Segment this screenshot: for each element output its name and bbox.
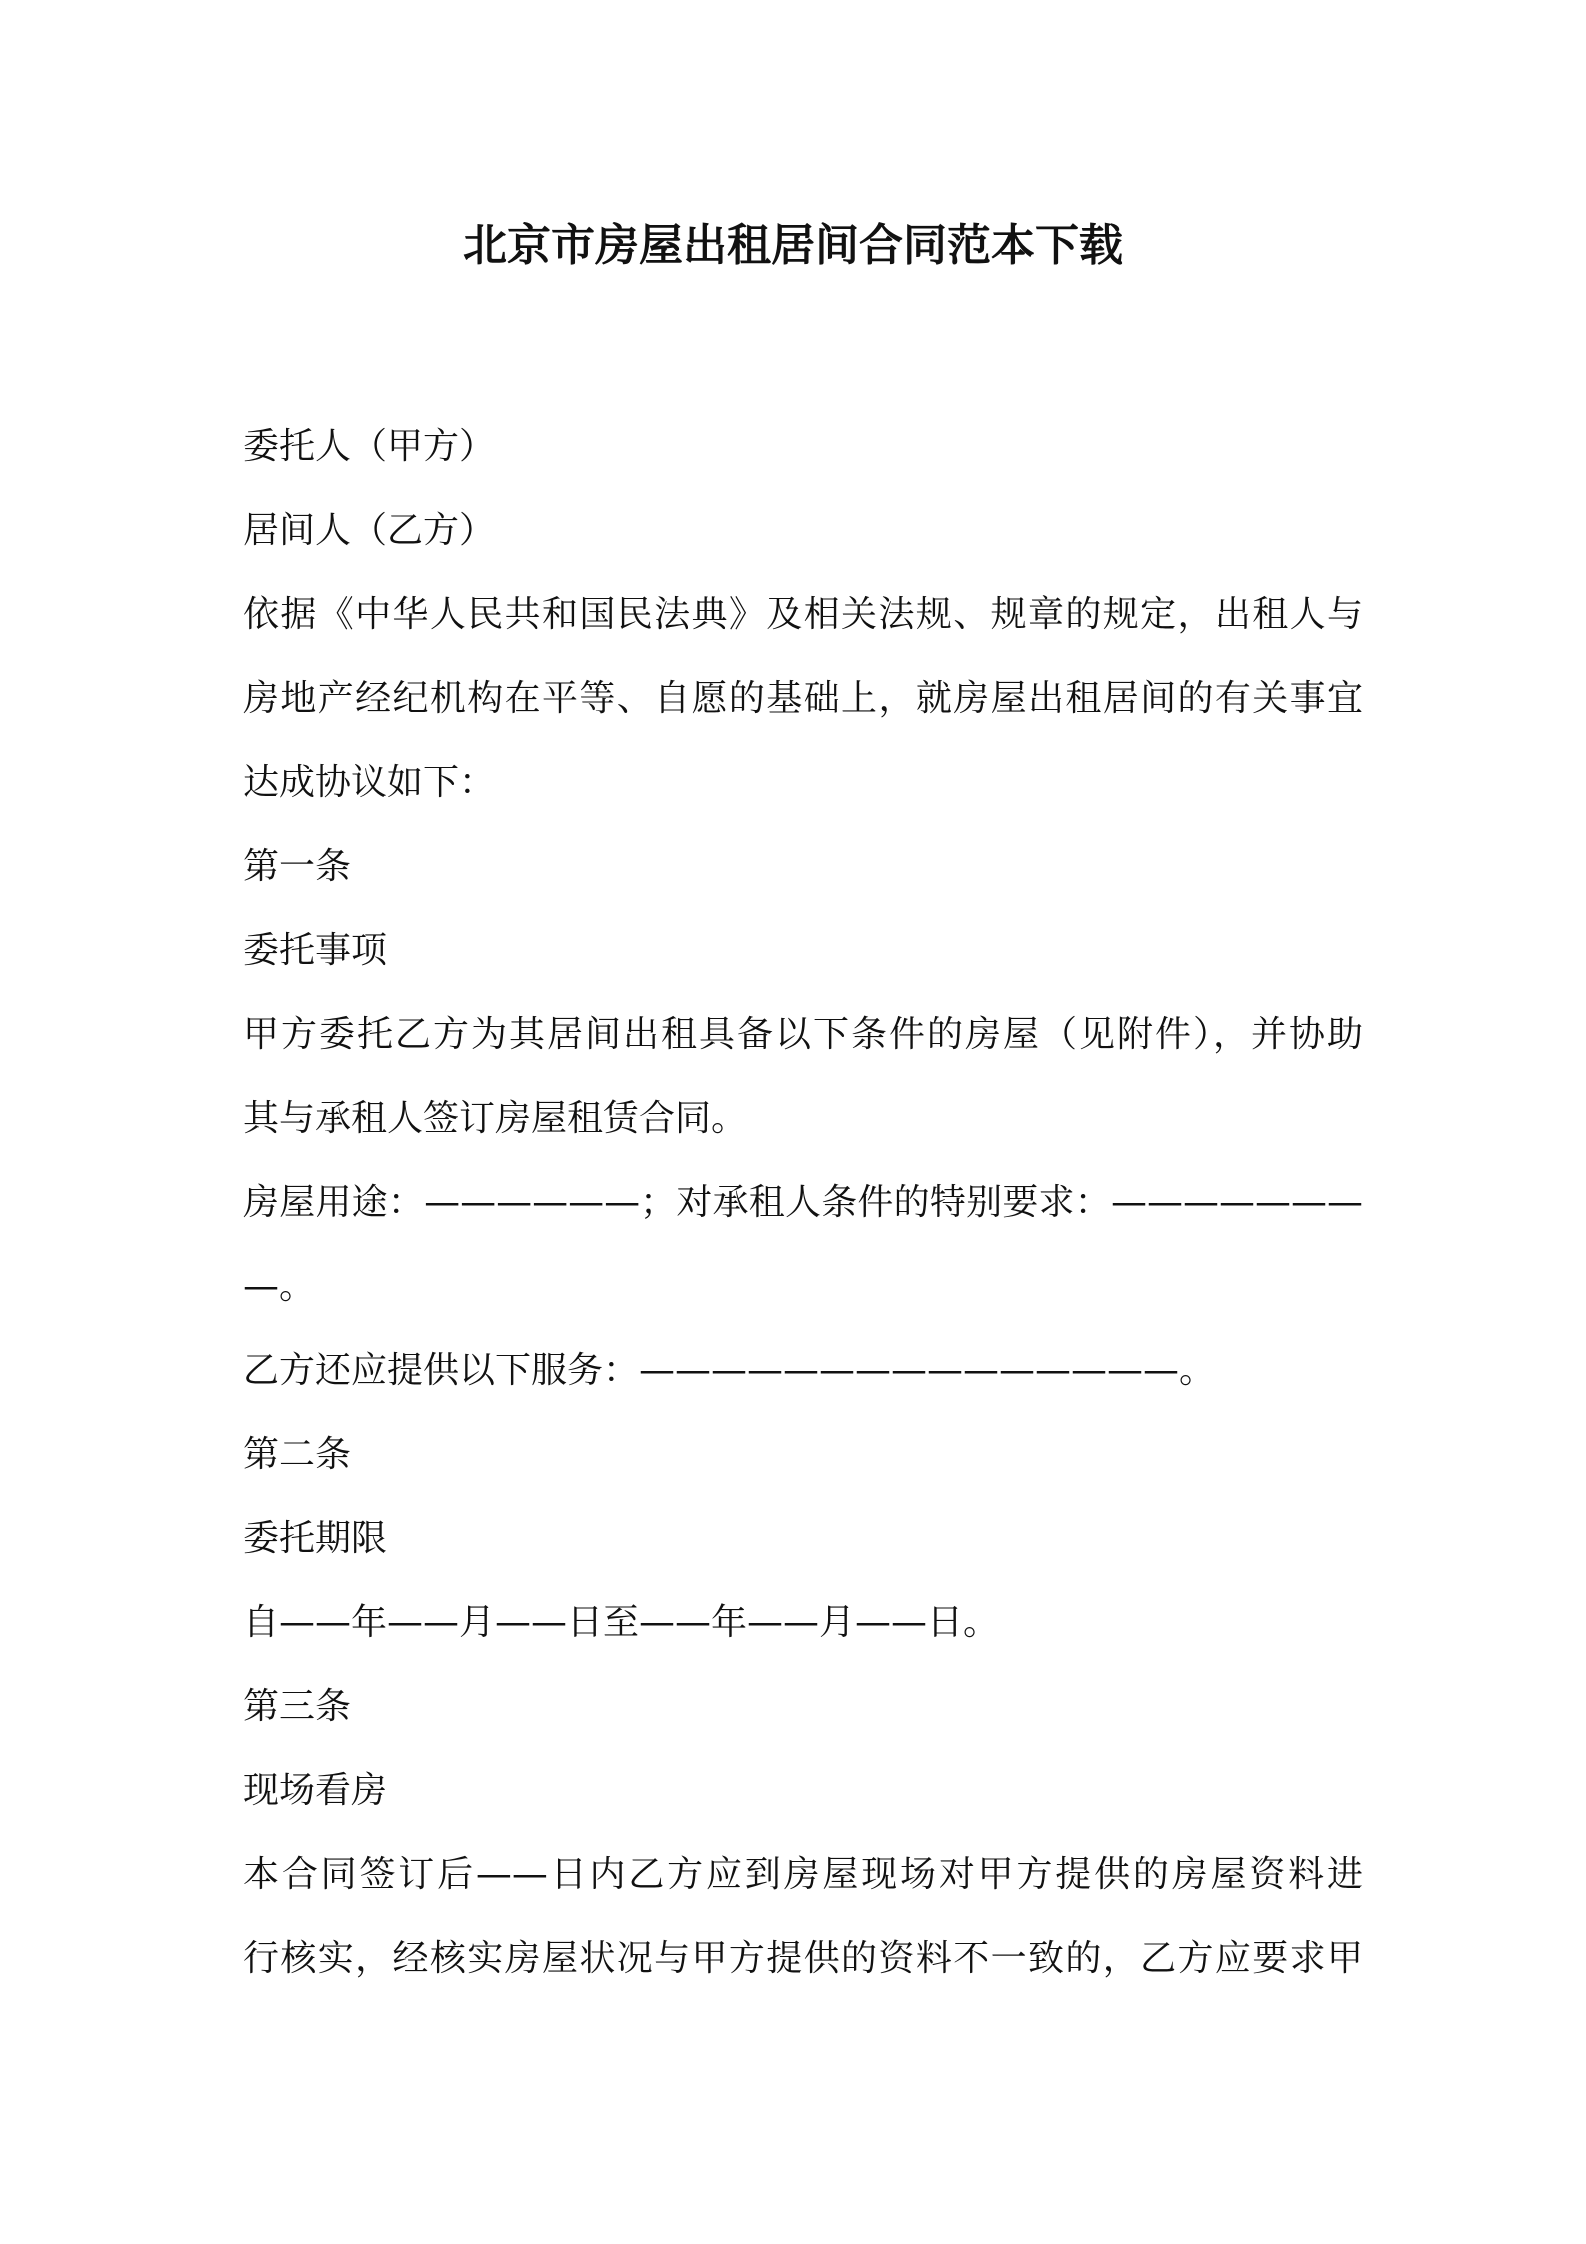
line-article-1-text-2: 其与承租人签订房屋租赁合同。 [243,1098,748,1139]
line-usage: 房屋用途：——————；对承租人条件的特别要求：——————— [243,1182,1363,1223]
line-article-1-text-1: 甲方委托乙方为其居间出租具备以下条件的房屋（见附件），并协助 [243,1014,1363,1055]
line-article-2-heading: 委托期限 [243,1518,388,1559]
line-article-3-text-2: 行核实，经核实房屋状况与甲方提供的资料不一致的，乙方应要求甲 [243,1938,1363,1979]
document-body [243,405,1363,2001]
line-article-3: 第三条 [243,1686,352,1727]
line-services: 乙方还应提供以下服务：———————————————。 [243,1350,1216,1391]
document-title: 北京市房屋出租居间合同范本下载 [463,220,1123,271]
line-party-a: 委托人（甲方） [243,426,496,467]
line-article-2: 第二条 [243,1434,352,1475]
line-preamble-1: 依据《中华人民共和国民法典》及相关法规、规章的规定，出租人与 [243,594,1363,635]
line-party-b: 居间人（乙方） [243,510,496,551]
line-preamble-3: 达成协议如下： [243,762,496,803]
line-preamble-2: 房地产经纪机构在平等、自愿的基础上，就房屋出租居间的有关事宜 [243,678,1363,719]
line-article-3-heading: 现场看房 [243,1770,388,1811]
line-article-3-text-1: 本合同签订后——日内乙方应到房屋现场对甲方提供的房屋资料进 [243,1854,1363,1895]
line-period: 自——年——月——日至——年——月——日。 [243,1602,999,1643]
line-article-1: 第一条 [243,846,352,887]
line-article-1-heading: 委托事项 [243,930,388,971]
line-usage-cont: —。 [243,1266,316,1307]
